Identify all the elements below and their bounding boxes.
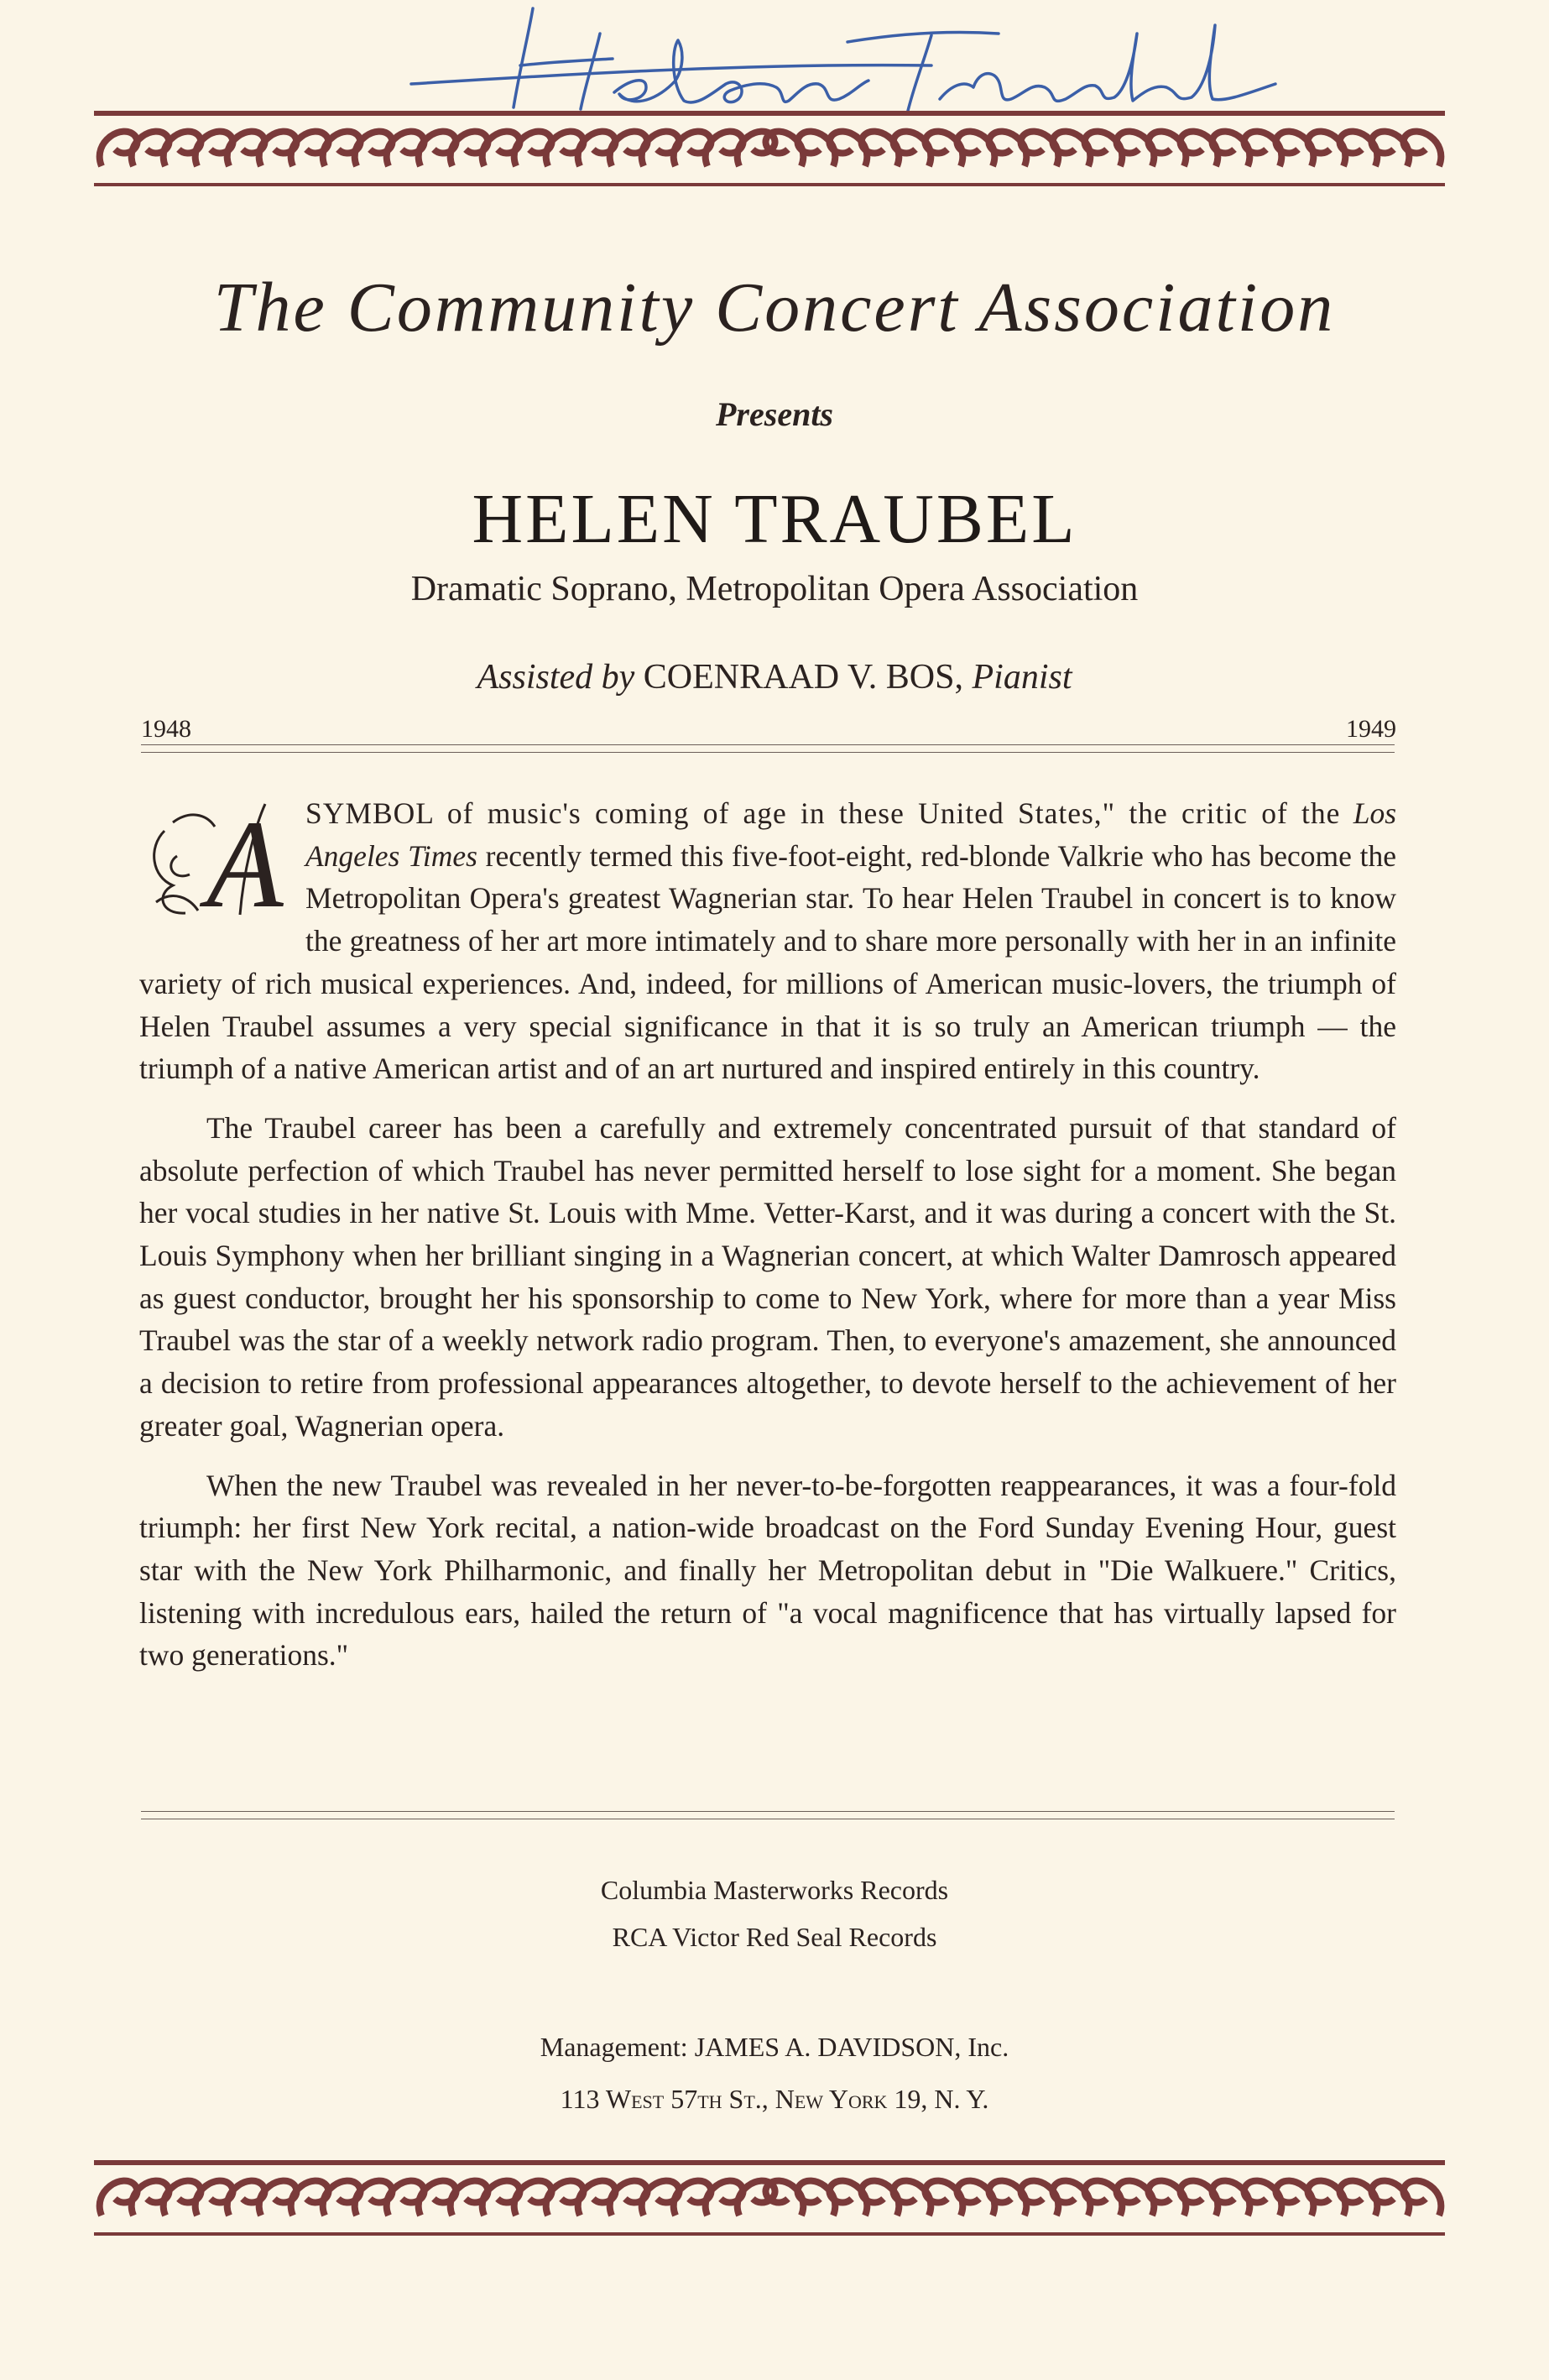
ornamental-initial <box>139 797 290 923</box>
assisted-by-line <box>0 657 1549 697</box>
record-labels <box>0 1866 1549 1960</box>
decorative-border-top <box>94 107 1445 191</box>
svg-text:A: A <box>206 797 284 923</box>
divider-rule-top <box>141 744 1395 753</box>
divider-rule-bottom <box>141 1811 1395 1819</box>
season-start-year: 1948 <box>141 715 191 743</box>
accompanist-name: COENRAAD V. BOS, <box>643 658 963 697</box>
record-label-columbia: Columbia Masterworks Records <box>600 1875 949 1905</box>
association-title: The Community Concert Association <box>213 269 1336 347</box>
management-line: Management: JAMES A. DAVIDSON, Inc. <box>540 2032 1009 2062</box>
accompanist-role: Pianist <box>972 658 1072 697</box>
record-label-rca: RCA Victor Red Seal Records <box>612 1922 937 1952</box>
biography-paragraph-3: When the new Traubel was revealed in her never-to-be-forgotten reappearances, it was a four-fold triumph: her first New York recital, a nation-wide broadcast on the Ford Sunday Evening Hour, guest star with the New York Philharmonic, and finally her Metropolitan debut in "Die Walkuere." Critics, listening with incredulous ears, hailed the return of "a vocal magnificence that has virtually lapsed for two generations." <box>139 1468 1396 1673</box>
paragraph-1-rest: recently termed this five-foot-eight, red-blonde Valkrie who has become the Metropolitan Opera's greatest Wagnerian star. To hear Helen Traubel in concert is to know the greatness of her art more intimately and to share more personally with her in an infinite variety of rich musical experiences. And, indeed, for millions of American music-lovers, the triumph of Helen Traubel assumes a very special significance in that it is so truly an American triumph — the triumph of a native American artist and of an art nurtured and inspired entirely in this country. <box>139 838 1397 1086</box>
publication-name: Los Angeles Times <box>305 796 1397 873</box>
management-address: 113 West 57th St., New York 19, N. Y. <box>560 2084 989 2114</box>
assisted-prefix: Assisted by <box>477 658 635 697</box>
season-end-year: 1949 <box>1346 715 1396 743</box>
management-info <box>0 2021 1549 2125</box>
paragraph-1-lead: SYMBOL of music's coming of age in these United States," the critic of the <box>305 796 1341 830</box>
biography-text <box>139 792 1396 1677</box>
presents-label: Presents <box>716 395 833 433</box>
artist-role: Dramatic Soprano, Metropolitan Opera Association <box>410 570 1139 608</box>
biography-paragraph-2: The Traubel career has been a carefully and extremely concentrated pursuit of that standard of absolute perfection of which Traubel has never permitted herself to lose sight for a moment. She began her vocal studies in her native St. Louis with Mme. Vetter-Karst, and it was during a concert with the St. Louis Symphony when her brilliant singing in a Wagnerian concert, at which Walter Damrosch appeared as guest conductor, brought her his sponsorship to come to New York, where for more than a year Miss Traubel was the star of a weekly network radio program. Then, to everyone's amazement, she announced a decision to retire from professional appearances altogether, to devote herself to the achievement of her greater goal, Wagnerian opera. <box>139 1110 1396 1443</box>
decorative-border-bottom <box>94 2157 1445 2241</box>
biography-paragraph-1 <box>139 792 1396 1090</box>
artist-name: HELEN TRAUBEL <box>472 480 1077 558</box>
